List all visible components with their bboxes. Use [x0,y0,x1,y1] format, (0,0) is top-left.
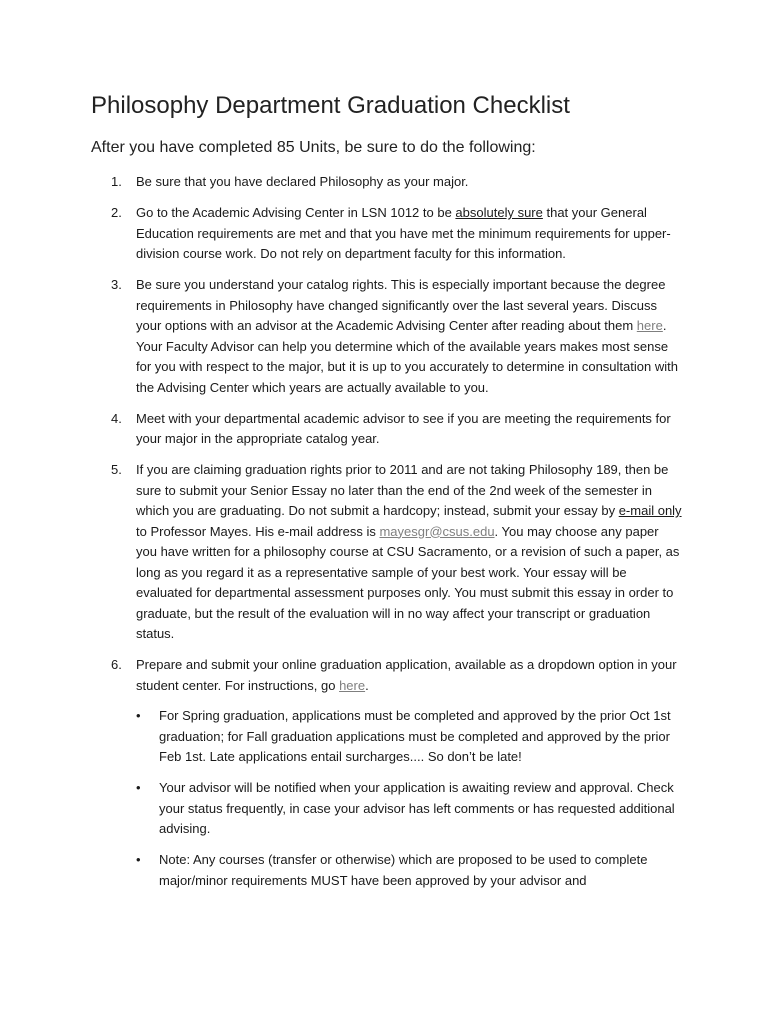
page-title: Philosophy Department Graduation Checklist [91,92,570,119]
bullet-icon: • [136,708,141,723]
checklist-item-1 [0,172,770,193]
item-number: 2. [111,205,122,220]
email-link[interactable]: mayesgr@csus.edu [379,523,495,539]
item-text: If you are claiming graduation rights prior to 2011 and are not taking Philosophy 189, then be sure to submit your Senior Essay no later than the end of the 2nd week of the semester in which you are graduating. Do not submit a hardcopy; instead, submit your essay by [136,462,669,518]
checklist [0,172,770,902]
item-number: 6. [111,657,122,672]
emphasis-text: absolutely sure [455,205,543,220]
item-text: Prepare and submit your online graduation application, available as a dropdown option in your student center. For instructions, go [136,657,677,693]
emphasis-text: e-mail only [618,503,682,518]
bullet-text: Note: Any courses (transfer or otherwise) which are proposed to be used to complete major/minor requirements MUST have been approved by your advisor and [159,852,648,888]
item-text: Meet with your departmental academic advisor to see if you are meeting the requirements for your major in the appropriate catalog year. [136,410,671,446]
bullet-item [136,778,682,840]
item-text: Go to the Academic Advising Center in LSN 1012 to be [136,205,456,220]
bullet-item [136,706,682,768]
instructions-link[interactable]: here [339,677,366,693]
item-text: . You may choose any paper you have written for a philosophy course at CSU Sacramento, or a revision of such a paper, as long as you regard it as a representative sample of your best work. Your essay will be evaluated for departmental assessment purposes only. You must submit this essay in order to graduate, but the result of the evaluation will in no way affect your transcript or graduation status. [136,523,680,641]
item-number: 1. [111,174,122,189]
item-text: . Your Faculty Advisor can help you determine which of the available years makes most sense for you with respect to the major, but it is up to you accurately to determine in consultation with the Advising Center which years are actually available to you. [136,318,678,395]
checklist-item-5 [0,460,770,645]
checklist-item-2 [0,203,770,265]
item-number: 5. [111,462,122,477]
bullet-text: For Spring graduation, applications must be completed and approved by the prior Oct 1st graduation; for Fall graduation applications must be completed and approved by the prior Feb 1st. Late applications entail surcharges.... So don’t be late! [159,708,671,764]
item-text: to Professor Mayes. His e-mail address is [136,523,380,539]
bullet-icon: • [136,780,141,795]
item-text: Be sure you understand your catalog rights. This is especially important because the degree requirements in Philosophy have changed significantly over the last several years. Discuss your options with an advisor at the Academic Advising Center after reading about them [136,277,666,333]
checklist-item-3 [0,275,770,398]
page-subtitle: After you have completed 85 Units, be sure to do the following: [91,139,536,156]
bullet-item [136,850,682,891]
bullet-text: Your advisor will be notified when your application is awaiting review and approval. Check your status frequently, in case your advisor has left comments or has requested additional advising. [159,780,675,836]
bullet-icon: • [136,852,141,867]
bullet-list [136,706,682,891]
catalog-rights-link[interactable]: here [636,318,663,333]
item-text: Be sure that you have declared Philosophy as your major. [136,174,469,189]
checklist-item-4 [0,409,770,450]
item-text: . [365,677,369,693]
item-number: 3. [111,277,122,292]
item-number: 4. [111,410,122,426]
checklist-item-6 [0,655,770,891]
item-text: that your General Education requirements are met and that you have met the minimum requirements for upper-division course work. Do not rely on department faculty for this information. [136,205,671,261]
